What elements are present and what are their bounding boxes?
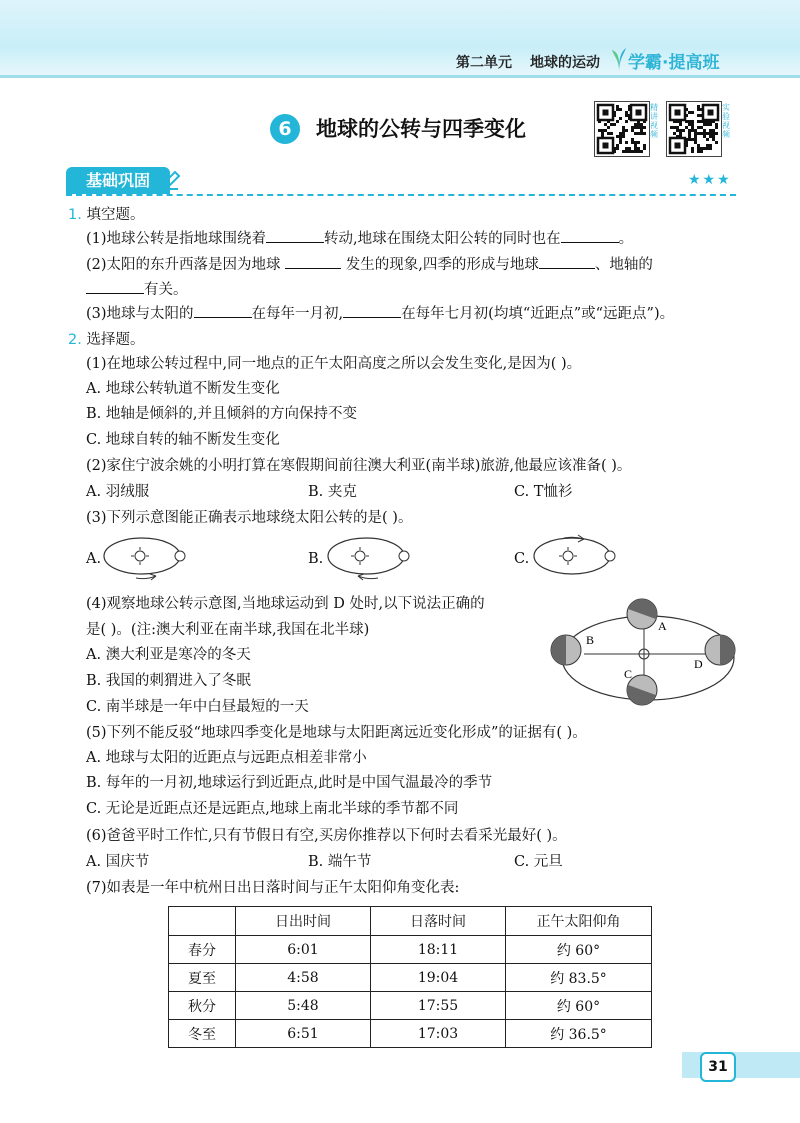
- q2-5-stem: (5)下列不能反驳“地球四季变化是地球与太阳距离远近变化形成”的证据有( )。: [86, 725, 587, 741]
- label-c: C: [624, 667, 633, 681]
- earth-icon-b: [551, 635, 581, 665]
- text: 在每年一月初,: [251, 306, 344, 322]
- q2-2-option-b[interactable]: B. 夹克: [308, 484, 357, 500]
- q2-2-option-a[interactable]: A. 羽绒服: [86, 484, 150, 500]
- text: (1)地球公转是指地球围绕着: [86, 231, 267, 247]
- table-cell: 秋分: [169, 992, 236, 1020]
- chapter-label: 地球的运动: [530, 55, 600, 71]
- label-a: A: [658, 619, 667, 633]
- question-title-text: 填空题。: [86, 207, 145, 223]
- q2-2-stem: (2)家住宁波余姚的小明打算在寒假期间前往澳大利亚(南半球)旅游,他最应该准备( )。: [86, 458, 632, 474]
- table-header: 正午太阳仰角: [506, 907, 652, 936]
- question-number: 1.: [68, 207, 82, 223]
- q2-4-stem-1: (4)观察地球公转示意图,当地球运动到 D 处时,以下说法正确的: [86, 596, 485, 612]
- page-number: 31: [700, 1052, 736, 1082]
- q2-3-stem: (3)下列示意图能正确表示地球绕太阳公转的是( )。: [86, 510, 413, 526]
- text: 转动,地球在围绕太阳公转的同时也在: [324, 231, 561, 247]
- answer-blank[interactable]: [539, 254, 595, 269]
- earth-orbit-diagram: [548, 596, 748, 716]
- table-cell: 6:51: [236, 1020, 371, 1048]
- table-cell: 约 60°: [506, 992, 652, 1020]
- q2-6-option-b[interactable]: B. 端午节: [308, 854, 372, 870]
- label-d: D: [694, 657, 703, 671]
- lesson-number-badge: 6: [270, 114, 300, 144]
- leaf-icon: [610, 44, 628, 76]
- qr-label-1: 精讲视频: [650, 103, 658, 139]
- answer-blank[interactable]: [561, 228, 619, 243]
- table-row: [169, 1020, 652, 1048]
- sunrise-sunset-table: [168, 906, 652, 1048]
- q2-4-option-b[interactable]: B. 我国的刺猬进入了冬眠: [86, 673, 251, 689]
- q2-7-stem: (7)如表是一年中杭州日出日落时间与正午太阳仰角变化表:: [86, 880, 460, 896]
- question-number: 2.: [68, 332, 82, 348]
- q2-6-option-c[interactable]: C. 元旦: [514, 854, 563, 870]
- orbit-diagram-c[interactable]: [528, 530, 618, 586]
- table-cell: 4:58: [236, 964, 371, 992]
- pencil-icon: [160, 169, 182, 195]
- q2-2-option-c[interactable]: C. T恤衫: [514, 484, 573, 500]
- text: (3)地球与太阳的: [86, 306, 194, 322]
- q2-4-option-c[interactable]: C. 南半球是一年中白昼最短的一天: [86, 699, 309, 715]
- q1-part-1: [86, 228, 633, 249]
- table-cell: 约 60°: [506, 936, 652, 964]
- qr-label-2: 实验视频: [722, 103, 730, 139]
- q2-1-option-c[interactable]: C. 地球自转的轴不断发生变化: [86, 432, 280, 448]
- q2-5-option-b[interactable]: B. 每年的一月初,地球运行到近距点,此时是中国气温最冷的季节: [86, 775, 493, 791]
- earth-icon-a: [627, 596, 661, 629]
- table-header: 日落时间: [371, 907, 506, 936]
- section-divider: [66, 194, 736, 196]
- lesson-title: 地球的公转与四季变化: [316, 117, 526, 141]
- table-header: 日出时间: [236, 907, 371, 936]
- question-1-title: [68, 205, 144, 225]
- answer-blank[interactable]: [86, 279, 144, 294]
- table-row: [169, 936, 652, 964]
- q2-1-stem: (1)在地球公转过程中,同一地点的正午太阳高度之所以会发生变化,是因为( )。: [86, 356, 582, 372]
- table-cell: 6:01: [236, 936, 371, 964]
- table-cell: 冬至: [169, 1020, 236, 1048]
- table-cell: 春分: [169, 936, 236, 964]
- text: 、地轴的: [594, 257, 653, 273]
- section-title: 基础巩固: [66, 167, 170, 194]
- brand-logo: 学霸·提高班: [628, 53, 720, 73]
- earth-icon-d: [705, 635, 735, 665]
- q2-6-stem: (6)爸爸平时工作忙,只有节假日有空,买房你推荐以下何时去看采光最好( )。: [86, 828, 567, 844]
- q2-4-option-a[interactable]: A. 澳大利亚是寒冷的冬天: [86, 647, 251, 663]
- text: 在每年七月初(均填“近距点”或“远距点”)。: [401, 306, 675, 322]
- table-cell: 约 83.5°: [506, 964, 652, 992]
- table-row: [169, 964, 652, 992]
- table-row: [169, 992, 652, 1020]
- q2-5-option-c[interactable]: C. 无论是近距点还是远距点,地球上南北半球的季节都不同: [86, 801, 459, 817]
- q1-part-2-cont: [86, 279, 188, 300]
- text: 发生的现象,四季的形成与地球: [345, 257, 539, 273]
- q2-1-option-a[interactable]: A. 地球公转轨道不断发生变化: [86, 381, 280, 397]
- text: 有关。: [144, 282, 188, 298]
- qr-code-icon[interactable]: [594, 101, 650, 157]
- q2-6-option-a[interactable]: A. 国庆节: [86, 854, 150, 870]
- q2-3-option-c[interactable]: C.: [514, 551, 530, 567]
- table-header-row: [169, 907, 652, 936]
- q2-1-option-b[interactable]: B. 地轴是倾斜的,并且倾斜的方向保持不变: [86, 406, 357, 422]
- answer-blank[interactable]: [285, 254, 341, 269]
- text: 。: [618, 231, 634, 247]
- table-header: [169, 907, 236, 936]
- table-cell: 17:03: [371, 1020, 506, 1048]
- table-cell: 夏至: [169, 964, 236, 992]
- table-cell: 约 36.5°: [506, 1020, 652, 1048]
- q2-3-option-b[interactable]: B.: [308, 551, 324, 567]
- answer-blank[interactable]: [194, 303, 252, 318]
- question-title-text: 选择题。: [86, 332, 145, 348]
- table-cell: 18:11: [371, 936, 506, 964]
- qr-code-icon[interactable]: [666, 101, 722, 157]
- table-cell: 19:04: [371, 964, 506, 992]
- q2-5-option-a[interactable]: A. 地球与太阳的近距点与远距点相差非常小: [86, 750, 367, 766]
- orbit-diagram-b[interactable]: [322, 530, 412, 586]
- text: (2)太阳的东升西落是因为地球: [86, 257, 281, 273]
- answer-blank[interactable]: [343, 303, 401, 318]
- unit-label: 第二单元: [456, 55, 512, 71]
- difficulty-stars: ★★★: [688, 172, 732, 188]
- question-2-title: [68, 330, 144, 350]
- q1-part-2: [86, 254, 653, 275]
- table-cell: 5:48: [236, 992, 371, 1020]
- q2-3-option-a[interactable]: A.: [86, 551, 102, 567]
- q2-4-stem-2: 是( )。(注:澳大利亚在南半球,我国在北半球): [86, 622, 370, 638]
- q1-part-3: [86, 303, 674, 324]
- table-cell: 17:55: [371, 992, 506, 1020]
- header-unit: [438, 52, 600, 72]
- orbit-diagram-a[interactable]: [100, 530, 190, 586]
- label-b: B: [586, 633, 595, 647]
- answer-blank[interactable]: [266, 228, 324, 243]
